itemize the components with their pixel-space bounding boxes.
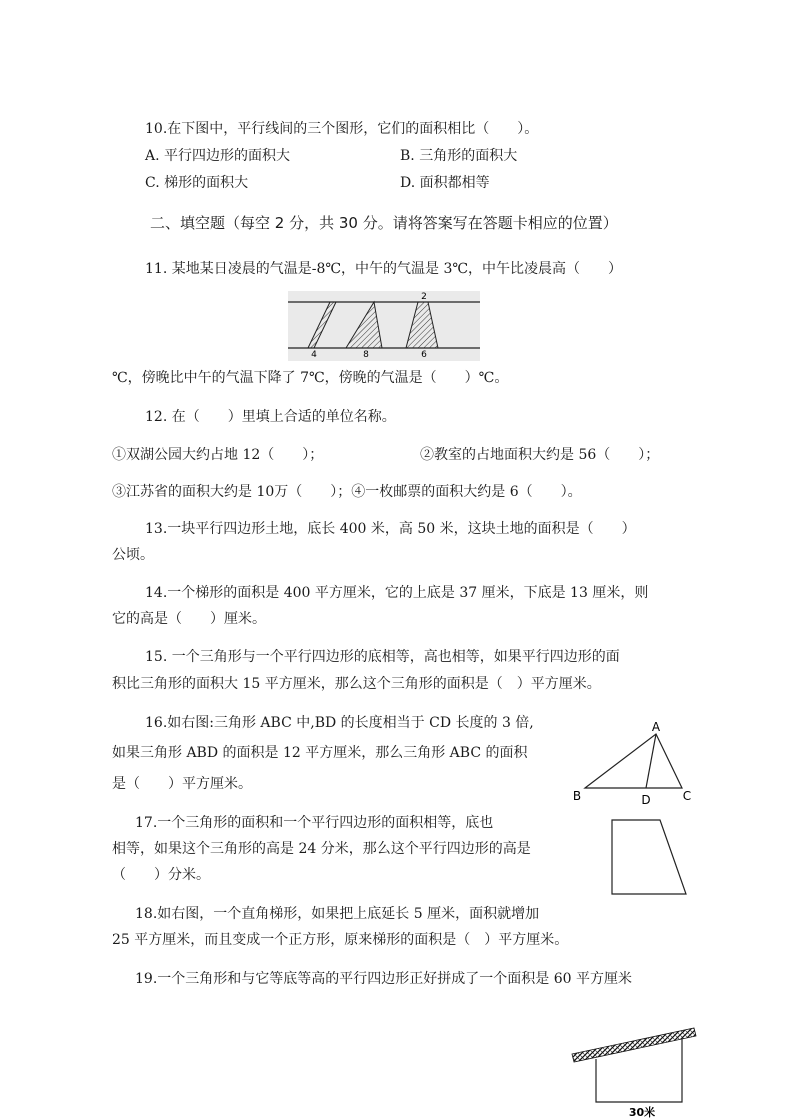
q15-line1: 15. 一个三角形与一个平行四边形的底相等，高也相等，如果平行四边形的面 [145, 649, 620, 665]
q11-line2: ℃，傍晚比中午的气温下降了 7℃，傍晚的气温是（ ）℃。 [112, 370, 509, 386]
right-trapezoid [612, 820, 686, 894]
q19-figure-label: 30米 [628, 1106, 656, 1119]
q16-line2: 如果三角形 ABD 的面积是 12 平方厘米，那么三角形 ABC 的面积 [112, 745, 528, 761]
q12-item2: ②教室的占地面积大约是 56（ ）； [420, 447, 660, 463]
q17-line3: （ ）分米。 [112, 867, 210, 883]
q17-line2: 相等，如果这个三角形的高是 24 分米，那么这个平行四边形的高是 [112, 841, 531, 857]
q18-line1: 18.如右图，一个直角梯形，如果把上底延长 5 厘米，面积就增加 [135, 906, 540, 922]
vertex-label-b: B [572, 789, 582, 803]
q10-stem: 10.在下图中，平行线间的三个图形，它们的面积相比（ ）。 [145, 121, 539, 137]
parallel-shapes-figure [288, 291, 480, 361]
vertex-label-a: A [651, 720, 661, 734]
slanted-band [572, 1028, 696, 1062]
q10-option-d: D. 面积都相等 [400, 175, 490, 191]
triangle-abc [585, 734, 682, 788]
q10-option-c: C. 梯形的面积大 [145, 175, 249, 191]
vertex-label-c: C [682, 789, 692, 803]
q10-option-a: A. 平行四边形的面积大 [145, 148, 291, 164]
q12-line3: ③江苏省的面积大约是 10万（ ）；④一枚邮票的面积大约是 6（ ）。 [112, 484, 582, 500]
q10-option-b: B. 三角形的面积大 [400, 148, 518, 164]
q13-line1: 13.一块平行四边形土地，底长 400 米，高 50 米，这块土地的面积是（ ） [145, 521, 636, 537]
q15-line2: 积比三角形的面积大 15 平方厘米，那么这个三角形的面积是（ ）平方厘米。 [112, 676, 601, 692]
q13-line2: 公顷。 [112, 547, 154, 563]
q18-line2: 25 平方厘米，而且变成一个正方形，原来梯形的面积是（ ）平方厘米。 [112, 932, 569, 948]
q19-line1: 19.一个三角形和与它等底等高的平行四边形正好拼成了一个面积是 60 平方厘米 [135, 971, 632, 987]
q17-line1: 17.一个三角形的面积和一个平行四边形的面积相等，底也 [135, 815, 494, 831]
q11-line1: 11. 某地某日凌晨的气温是-8℃，中午的气温是 3℃，中午比凌晨高（ ） [145, 261, 623, 277]
figure-label-bottom-1: 4 [311, 350, 317, 360]
q16-line1: 16.如右图:三角形 ABC 中,BD 的长度相当于 CD 长度的 3 倍, [145, 715, 534, 731]
figure-label-bottom-2: 8 [363, 350, 369, 360]
q12-stem: 12. 在（ ）里填上合适的单位名称。 [145, 409, 396, 425]
right-trapezoid-figure [610, 818, 690, 898]
q19-figure [570, 1020, 700, 1119]
q14-line1: 14.一个梯形的面积是 400 平方厘米，它的上底是 37 厘米，下底是 13 厘米，则 [145, 585, 649, 601]
figure-label-top: 2 [421, 292, 427, 302]
figure-label-bottom-3: 6 [421, 350, 427, 360]
vertex-label-d: D [641, 793, 651, 807]
segment-ad [646, 734, 656, 788]
q14-line2: 它的高是（ ）厘米。 [112, 611, 266, 627]
q16-line3: 是（ ）平方厘米。 [112, 776, 252, 792]
q12-item1: ①双湖公园大约占地 12（ ）； [112, 447, 324, 463]
section2-heading: 二、填空题（每空 2 分，共 30 分。请将答案写在答题卡相应的位置） [150, 214, 618, 232]
triangle-abc-figure [570, 720, 700, 810]
